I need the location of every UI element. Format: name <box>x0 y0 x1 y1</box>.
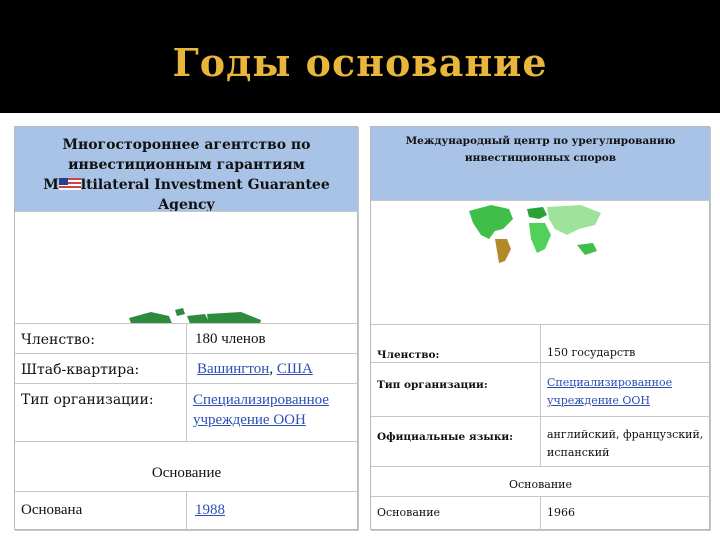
icsid-founded-label: Основание <box>377 506 441 519</box>
miga-founded-value-cell <box>187 492 359 531</box>
icsid-infobox <box>370 126 710 530</box>
miga-hq-value-cell <box>187 354 359 384</box>
icsid-org-type-label: Тип организации: <box>377 379 488 391</box>
miga-founding-header: Основание <box>151 465 222 481</box>
icsid-languages-label-cell <box>371 417 541 467</box>
miga-title-ru-2: инвестиционным гарантиям <box>68 157 305 173</box>
miga-membership-label: Членство: <box>21 332 95 348</box>
miga-org-type-value-cell <box>187 384 359 442</box>
miga-membership-label-cell <box>15 324 187 354</box>
icsid-founded-label-cell <box>371 497 541 531</box>
page-title: Годы основание <box>172 40 548 85</box>
world-map-icon <box>121 306 271 324</box>
miga-title-cell <box>15 127 359 212</box>
icsid-membership-label: Членство: <box>377 349 440 361</box>
year-1988-link[interactable]: 1988 <box>195 502 225 518</box>
miga-title-en <box>15 175 358 212</box>
icsid-languages-value: английский, французский, испанский <box>547 428 704 459</box>
icsid-founded-value: 1966 <box>547 506 575 519</box>
miga-org-type-label-cell <box>15 384 187 442</box>
miga-title-en-rest: ltilateral Investment Guarantee Agency <box>80 177 330 212</box>
title-banner <box>0 0 720 113</box>
miga-membership-value: 180 членов <box>195 331 266 347</box>
icsid-membership-label-cell <box>371 325 541 363</box>
specialized-agency-link[interactable]: Специализированное учреждение ООН <box>547 376 673 407</box>
miga-org-type-label: Тип организации: <box>21 392 154 408</box>
icsid-membership-value: 150 государств <box>547 346 636 359</box>
icsid-languages-label: Официальные языки: <box>377 431 514 443</box>
miga-hq-label-cell <box>15 354 187 384</box>
miga-title-ru-1: Многостороннее агентство по <box>62 137 311 153</box>
icsid-org-type-label-cell <box>371 363 541 417</box>
us-flag-icon <box>59 178 81 190</box>
icsid-founding-header-cell <box>371 467 711 497</box>
icsid-title-cell <box>371 127 711 201</box>
miga-membership-value-cell <box>187 324 359 354</box>
icsid-languages-value-cell <box>541 417 711 467</box>
miga-map-cell <box>15 212 359 324</box>
miga-infobox <box>14 126 358 530</box>
usa-link[interactable]: США <box>276 361 313 377</box>
icsid-founding-header: Основание <box>508 478 573 491</box>
miga-founded-label: Основана <box>21 502 83 518</box>
icsid-title-1: Международный центр по урегулированию <box>405 135 676 147</box>
miga-founding-header-cell <box>15 442 359 492</box>
icsid-map-cell <box>371 201 711 325</box>
hq-separator: , <box>269 361 277 377</box>
world-map-icon <box>463 201 609 267</box>
icsid-founded-value-cell <box>541 497 711 531</box>
icsid-membership-value-cell <box>541 325 711 363</box>
miga-title-en-start: M <box>43 177 59 193</box>
specialized-agency-link[interactable]: Специализированное учреждение ООН <box>193 392 329 428</box>
washington-link[interactable]: Вашингтон <box>197 361 270 377</box>
miga-founded-label-cell <box>15 492 187 531</box>
icsid-org-type-value-cell <box>541 363 711 417</box>
miga-hq-label: Штаб-квартира: <box>21 362 140 378</box>
icsid-title-2: инвестиционных споров <box>464 152 617 164</box>
